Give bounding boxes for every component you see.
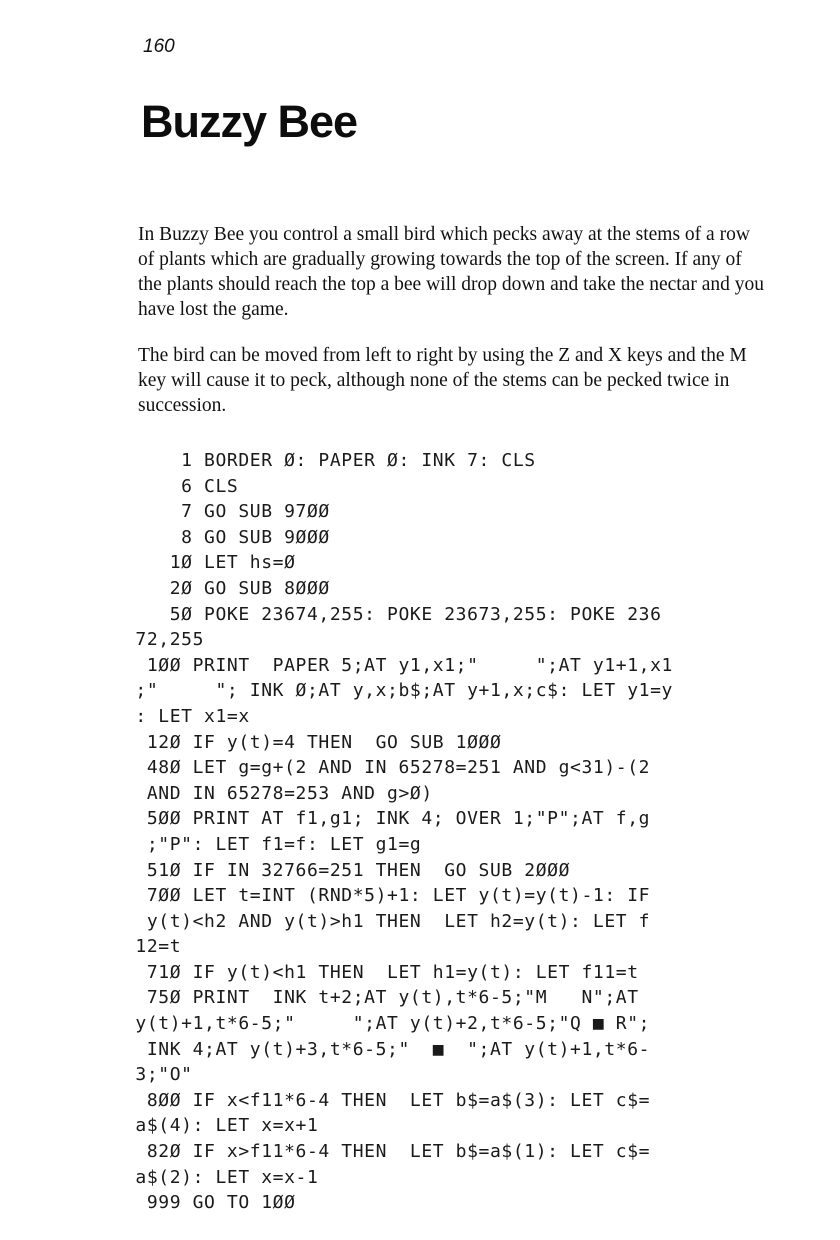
code-line: 7 GO SUB 97ØØ bbox=[124, 501, 330, 523]
intro-paragraph-2: The bird can be moved from left to right by using the Z and X keys and the M key will cause it to peck, although none of the stems can be pecked twice in succession. bbox=[138, 345, 747, 416]
code-line: 82Ø IF x>f11*6-4 THEN LET b$=a$(1): LET c$= bbox=[124, 1141, 651, 1163]
code-line: a$(4): LET x=x+1 bbox=[124, 1115, 319, 1137]
code-line: a$(2): LET x=x-1 bbox=[124, 1166, 319, 1188]
code-line: 999 GO TO 1ØØ bbox=[124, 1192, 296, 1214]
intro-paragraph-1: In Buzzy Bee you control a small bird which pecks away at the stems of a row of plants which are gradually growing towards the top of the screen. If any of the plants should reach the top a bee will drop down and take the nectar and you have lost the game. bbox=[138, 224, 764, 320]
code-line: AND IN 65278=253 AND g>Ø) bbox=[124, 782, 433, 804]
code-line: 1 BORDER Ø: PAPER Ø: INK 7: CLS bbox=[124, 450, 536, 471]
code-line: 75Ø PRINT INK t+2;AT y(t),t*6-5;"M N";AT bbox=[124, 987, 639, 1009]
code-line: 7ØØ LET t=INT (RND*5)+1: LET y(t)=y(t)-1: IF bbox=[124, 885, 651, 907]
page-title: Buzzy Bee bbox=[141, 96, 358, 147]
code-line: 8 GO SUB 9ØØØ bbox=[124, 526, 330, 548]
code-line: 5Ø POKE 23674,255: POKE 23673,255: POKE 236 bbox=[124, 603, 662, 625]
basic-program-listing bbox=[124, 448, 814, 1216]
code-line: 8ØØ IF x<f11*6-4 THEN LET b$=a$(3): LET c$= bbox=[124, 1089, 651, 1111]
code-line: : LET x1=x bbox=[124, 705, 250, 727]
code-line: 1ØØ PRINT PAPER 5;AT y1,x1;" ";AT y1+1,x1 bbox=[124, 654, 673, 676]
code-line: 6 CLS bbox=[124, 475, 239, 497]
code-line: y(t)+1,t*6-5;" ";AT y(t)+2,t*6-5;"Q ■ R"; bbox=[124, 1013, 651, 1035]
code-line: 51Ø IF IN 32766=251 THEN GO SUB 2ØØØ bbox=[124, 859, 571, 881]
code-line: 2Ø GO SUB 8ØØØ bbox=[124, 577, 330, 599]
code-line: 72,255 bbox=[124, 629, 205, 651]
code-line: 12=t bbox=[124, 936, 182, 958]
code-line: 48Ø LET g=g+(2 AND IN 65278=251 AND g<31)-(2 bbox=[124, 757, 651, 779]
code-line: y(t)<h2 AND y(t)>h1 THEN LET h2=y(t): LET f bbox=[124, 910, 651, 932]
code-line: ;"P": LET f1=f: LET g1=g bbox=[124, 833, 422, 855]
code-line: 71Ø IF y(t)<h1 THEN LET h1=y(t): LET f11=t bbox=[124, 961, 639, 983]
code-line: ;" "; INK Ø;AT y,x;b$;AT y+1,x;c$: LET y1=y bbox=[124, 680, 673, 702]
code-line: 12Ø IF y(t)=4 THEN GO SUB 1ØØØ bbox=[124, 731, 502, 753]
code-line: 1Ø LET hs=Ø bbox=[124, 552, 296, 574]
code-line: 5ØØ PRINT AT f1,g1; INK 4; OVER 1;"P";AT f,g bbox=[124, 808, 651, 830]
code-line: INK 4;AT y(t)+3,t*6-5;" ■ ";AT y(t)+1,t*6- bbox=[124, 1038, 651, 1060]
page-number: 160 bbox=[143, 36, 175, 57]
code-line: 3;"O" bbox=[124, 1064, 193, 1086]
